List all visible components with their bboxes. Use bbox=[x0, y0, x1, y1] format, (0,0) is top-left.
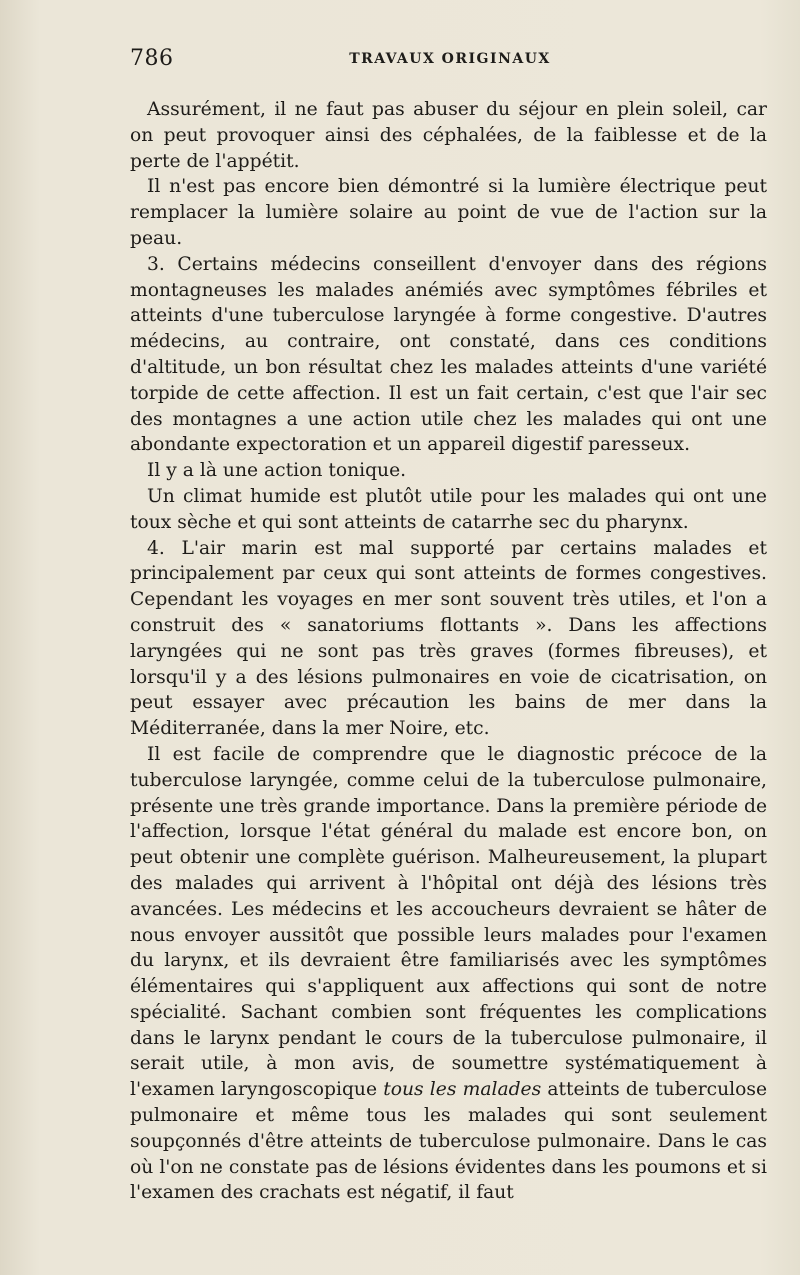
diagnosis-text-start: Il est facile de comprendre que le diagnostic précoce de la tuberculose laryngée, comme celui de la tuberculose pulmonaire, présente une très grande importance. Dans la première période de l'affection, lorsque l'état général du malade est encore bon, on peut obtenir une complète guérison. Malheureusement, la plupart des malades qui arrivent à l'hôpital ont déjà des lésions très avancées. Les médecins et les accoucheurs devraient se hâter de nous envoyer aussitôt que possible leurs malades pour l'examen du larynx, et ils devraient être familiarisés avec les symptômes élémentaires qui s'appliquent aux affections qui sont de notre spécialité. Sachant combien sont fréquentes les complications dans le larynx pendant le cours de la tuberculose pulmonaire, il serait utile, à mon avis, de soumettre systématiquement à l'examen laryngoscopique bbox=[130, 743, 767, 1101]
page-number: 786 bbox=[130, 46, 174, 71]
diagnosis-emphasis: tous les malades bbox=[383, 1079, 542, 1101]
paragraph-tonic-action: Il y a là une action tonique. bbox=[147, 460, 407, 482]
paragraph-humid-climate: Un climat humide est plutôt utile pour les malades qui ont une toux sèche et qui sont atteints de catarrhe sec du pharynx. bbox=[130, 485, 767, 533]
running-head: TRAVAUX ORIGINAUX bbox=[349, 51, 551, 67]
text-body bbox=[130, 97, 767, 1206]
paragraph-sea-air: 4. L'air marin est mal supporté par certains malades et principalement par ceux qui sont atteints de formes congestives. Cependant les voyages en mer sont souvent très utiles, et l'on a construit des « sanatoriums flottants ». Dans les affections laryngées qui ne sont pas très graves (formes fibreuses), et lorsqu'il y a des lésions pulmonaires en voie de cicatrisation, on peut essayer avec précaution les bains de mer dans la Méditerranée, dans la mer Noire, etc. bbox=[130, 537, 767, 740]
diagnosis-text-end: atteints de tuberculose pulmonaire et même tous les malades qui sont seulement soupçonnés d'être atteints de tuberculose pulmonaire. Dans le cas où l'on ne constate pas de lésions évidentes dans les poumons et si l'examen des crachats est négatif, il faut bbox=[130, 1079, 767, 1204]
paragraph-electric-light: Il n'est pas encore bien démontré si la lumière électrique peut remplacer la lumière solaire au point de vue de l'action sur la peau. bbox=[130, 176, 767, 249]
paragraph-mountain-climate: 3. Certains médecins conseillent d'envoyer dans des régions montagneuses les malades anémiés avec symptômes fébriles et atteints d'une tuberculose laryngée à forme congestive. D'autres médecins, au contraire, ont constaté, dans ces conditions d'altitude, un bon résultat chez les malades atteints d'une variété torpide de cette affection. Il est un fait certain, c'est que l'air sec des montagnes a une action utile chez les malades qui ont une abondante expectoration et un appareil digestif paresseux. bbox=[130, 253, 767, 456]
paragraph-sun-exposure: Assurément, il ne faut pas abuser du séjour en plein soleil, car on peut provoquer ainsi des céphalées, de la faiblesse et de la perte de l'appétit. bbox=[130, 99, 767, 172]
paragraph-early-diagnosis bbox=[130, 742, 767, 1206]
page-header bbox=[130, 46, 770, 76]
